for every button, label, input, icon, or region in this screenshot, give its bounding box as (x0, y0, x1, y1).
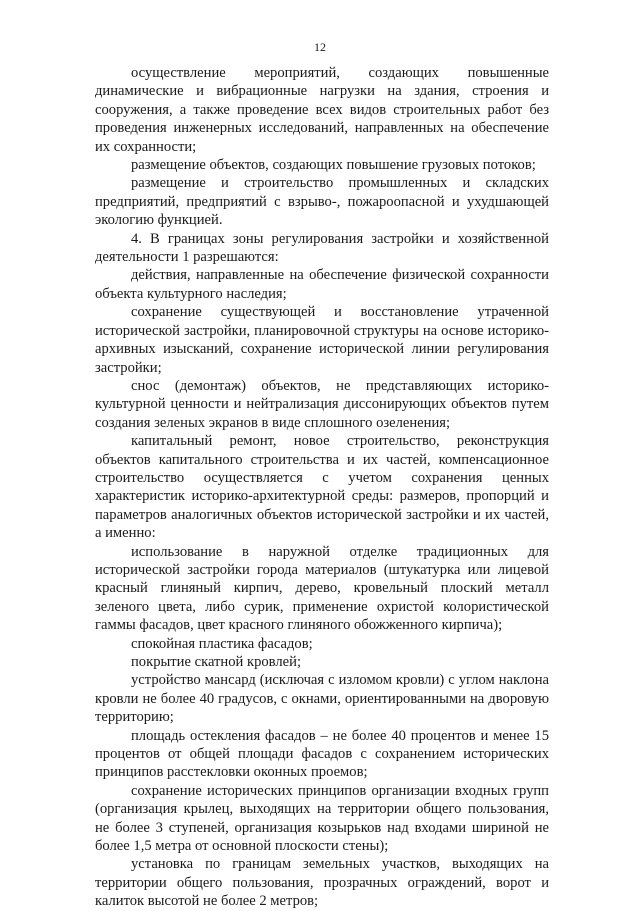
paragraph: использование в наружной отделке традиционных для исторической застройки города материалов (штукатурка или лицевой красный глиняный кирпич, дерево, кровельный плоский металл зеленого цвета, либо сурик, применение охристой колористической гаммы фасадов, цвет красного глиняного обожженного кирпича); (95, 543, 549, 634)
paragraph: установка по границам земельных участков, выходящих на территории общего пользования, прозрачных ограждений, ворот и калиток высотой не более 2 метров; (95, 856, 549, 910)
paragraph: капитальный ремонт, новое строительство, реконструкция объектов капитального строительства и их частей, компенсационное строительство осуществляется с учетом сохранения ценных характеристик историко-архитектурной среды: размеров, пропорций и параметров аналогичных объектов исторической застройки и их частей, а именно: (95, 433, 549, 542)
paragraph: покрытие скатной кровлей; (131, 654, 302, 670)
document-body (95, 64, 549, 911)
paragraph: размещение объектов, создающих повышение грузовых потоков; (131, 157, 536, 174)
paragraph: действия, направленные на обеспечение физической сохранности объекта культурного наследия; (95, 267, 549, 302)
paragraph: снос (демонтаж) объектов, не представляющих историко-культурной ценности и нейтрализация диссонирующих объектов путем создания зеленых экранов в виде сплошного озеленения; (95, 377, 549, 431)
paragraph: устройство мансард (исключая с изломом кровли) с углом наклона кровли не более 40 градусов, с окнами, ориентированными на дворовую территорию; (95, 672, 549, 726)
paragraph: спокойная пластика фасадов; (131, 635, 313, 652)
page-number: 12 (314, 40, 326, 54)
section-heading-paragraph: 4. В границах зоны регулирования застройки и хозяйственной деятельности 1 разрешаются: (95, 230, 549, 266)
paragraph: сохранение существующей и восстановление утраченной исторической застройки, планировочной структуры на основе историко-архивных изысканий, сохранение исторической линии регулирования застройки; (95, 304, 549, 376)
paragraph: площадь остекления фасадов – не более 40 процентов и менее 15 процентов от общей площади фасадов с сохранением исторических принципов расстекловки оконных проемов; (95, 727, 549, 781)
paragraph: сохранение исторических принципов организации входных групп (организация крылец, выходящих на территории общего пользования, не более 3 ступеней, организация козырьков над входами шириной не более 1,5 метра от основной плоскости стены); (95, 782, 549, 855)
paragraph: осуществление мероприятий, создающих повышенные динамические и вибрационные нагрузки на здания, строения и сооружения, а также проведение всех видов строительных работ без проведения инженерных исследований, направленных на обеспечение их сохранности; (95, 65, 549, 155)
paragraph: размещение и строительство промышленных и складских предприятий, предприятий с взрыво-, пожароопасной и ухудшающей экологию функцией. (95, 175, 549, 229)
